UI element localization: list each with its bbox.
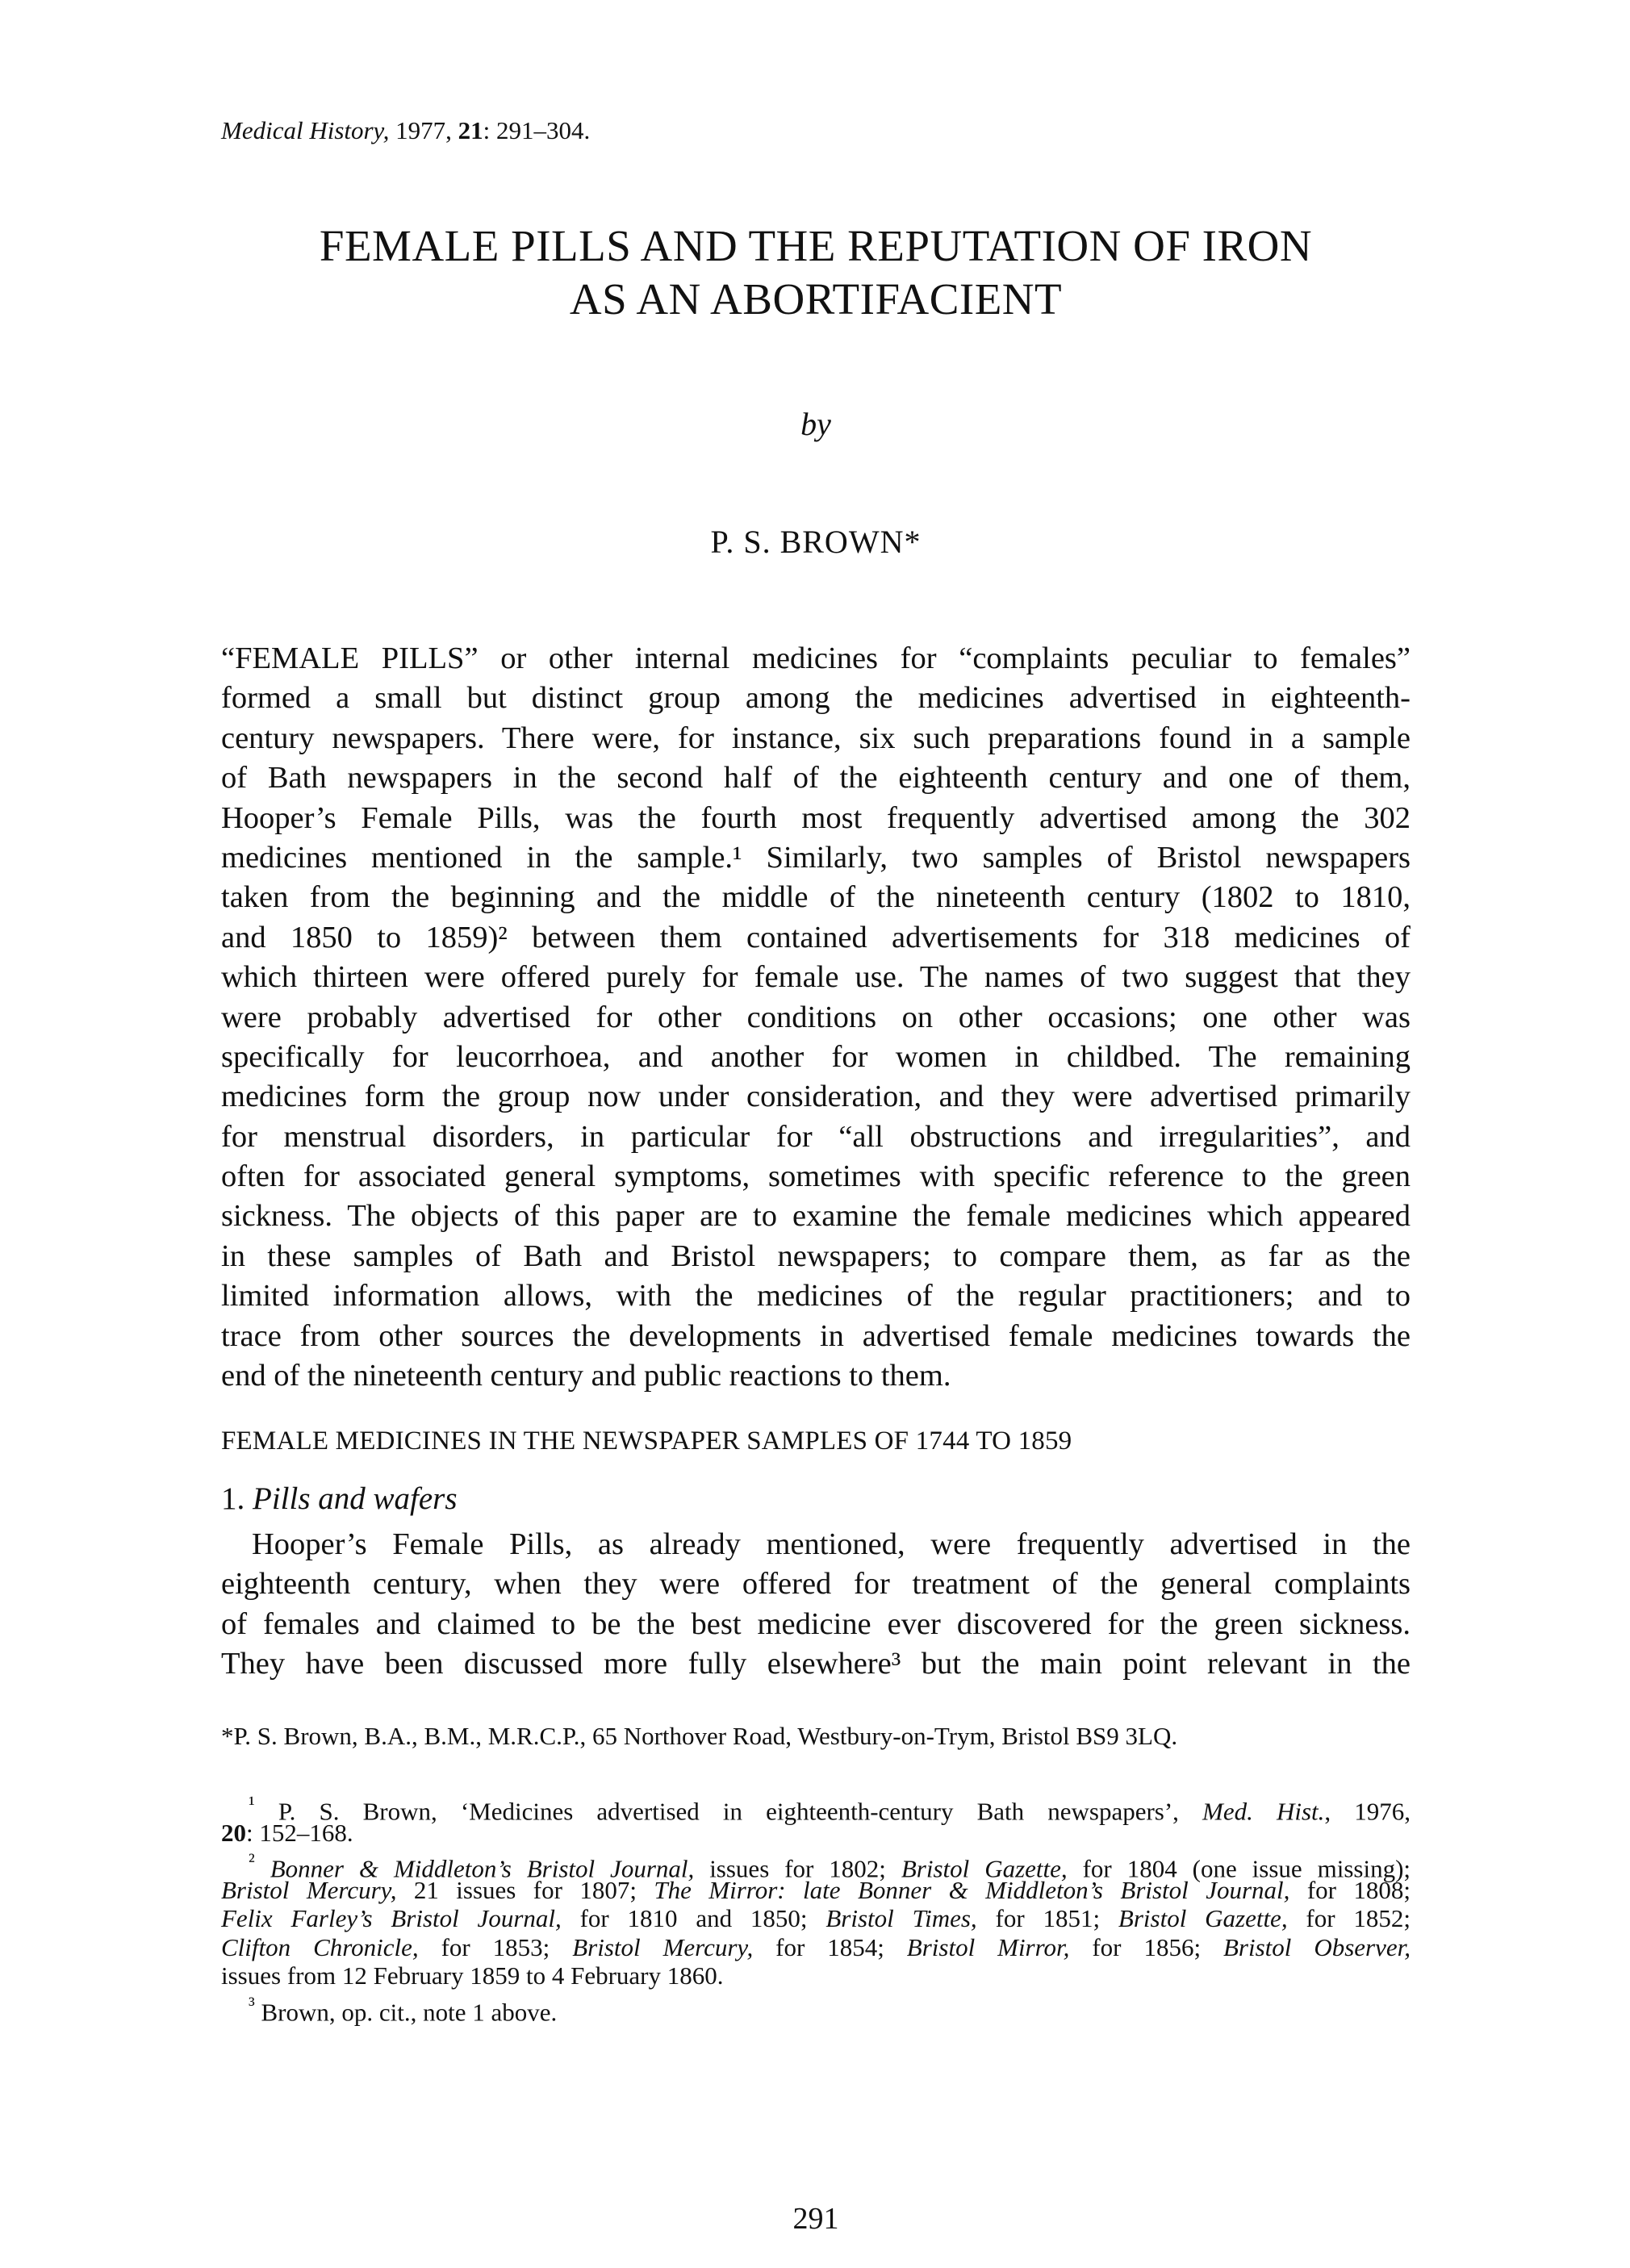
footnote-2-line: $^{^2}$ Bonner & Middleton’s Bristol Journal, issues for 1802; Bristol Gazette, for 1804 (one issue missing);: [249, 1849, 1411, 1883]
footnotes: [221, 1790, 1411, 2026]
footnote-2-line: issues from 12 February 1859 to 4 February 1860.: [221, 1961, 724, 1990]
drop-word-quote: “F: [221, 641, 253, 675]
paragraph-line: specifically for leucorrhoea, and another for women in childbed. The remaining: [221, 1039, 1411, 1074]
paragraph-line: of Bath newspapers in the second half of the eighteenth century and one of them,: [221, 761, 1411, 796]
paragraph-line: [221, 639, 1411, 679]
article-title-line-2: AS AN ABORTIFACIENT: [569, 274, 1063, 324]
paragraph-line: of females and claimed to be the best medicine ever discovered for the green sickness.: [221, 1606, 1411, 1641]
section-heading: FEMALE MEDICINES IN THE NEWSPAPER SAMPLES OF 1744 TO 1859: [221, 1426, 1072, 1456]
subsection-title: Pills and wafers: [253, 1481, 458, 1516]
paragraph-line: limited information allows, with the medicines of the regular practitioners; and to: [221, 1279, 1411, 1314]
paragraph-line: which thirteen were offered purely for female use. The names of two suggest that they: [221, 960, 1411, 995]
byline-by: by: [800, 406, 831, 442]
paragraph-line: Hooper’s Female Pills, was the fourth most frequently advertised among the 302: [221, 800, 1411, 835]
paragraph-line: and 1850 to 1859)² between them contained advertisements for 318 medicines of: [221, 920, 1411, 954]
paragraph-line: medicines form the group now under consideration, and they were advertised primarily: [221, 1080, 1411, 1114]
footnote-1-line: $^{^1}$ P. S. Brown, ‘Medicines advertised in eighteenth-century Bath newspapers’, Med. Hist., 1976,: [249, 1792, 1411, 1826]
paragraph-line: sickness. The objects of this paper are to examine the female medicines which appeared: [221, 1199, 1411, 1234]
article-title: [221, 219, 1411, 326]
paragraph-line: trace from other sources the developments in advertised female medicines towards the: [221, 1318, 1411, 1353]
page-number: 291: [792, 2202, 839, 2236]
author-name: P. S. BROWN*: [710, 524, 922, 560]
footnote-1-line: 20: 152–168.: [221, 1818, 353, 1847]
journal-year: 1977,: [389, 116, 458, 144]
paragraph-pills: [221, 1525, 1411, 1685]
paragraph-line: often for associated general symptoms, sometimes with specific reference to the green: [221, 1159, 1411, 1194]
paragraph-line: century newspapers. There were, for instance, six such preparations found in a sample: [221, 720, 1411, 755]
article-title-line-1: FEMALE PILLS AND THE REPUTATION OF IRON: [319, 221, 1313, 270]
first-line-rest: ” or other internal medicines for “complaints peculiar to females”: [464, 641, 1411, 675]
journal-pages: : 291–304.: [483, 116, 591, 144]
paragraph-line: eighteenth century, when they were offered for treatment of the general complaints: [221, 1567, 1411, 1602]
subsection-number: 1.: [221, 1481, 253, 1516]
author-affiliation: *P. S. Brown, B.A., B.M., M.R.C.P., 65 Northover Road, Westbury-on-Trym, Bristol BS9 3LQ.: [221, 1722, 1178, 1750]
footnote-3-line: $^{^3}$ Brown, op. cit., note 1 above.: [249, 1992, 558, 2026]
footnote-mark: ²: [249, 1849, 255, 1873]
paragraph-line: were probably advertised for other conditions on other occasions; one other was: [221, 1000, 1411, 1034]
paragraph-line: They have been discussed more fully elsewhere³ but the main point relevant in the: [221, 1647, 1411, 1681]
drop-word-smallcaps: EMALE PILLS: [252, 641, 465, 675]
footnote-mark: ¹: [249, 1792, 255, 1815]
journal-volume: 21: [458, 116, 483, 144]
paragraph-line: end of the nineteenth century and public reactions to them.: [221, 1359, 951, 1393]
subsection-heading: [221, 1481, 458, 1517]
paragraph-line: for menstrual disorders, in particular for “all obstructions and irregularities”, and: [221, 1119, 1411, 1154]
journal-name: Medical History,: [221, 116, 390, 144]
footnote-2-line: Clifton Chronicle, for 1853; Bristol Mercury, for 1854; Bristol Mirror, for 1856; Bristol Observer,: [221, 1932, 1411, 1961]
footnote-2-line: Bristol Mercury, 21 issues for 1807; The Mirror: late Bonner & Middleton’s Bristol Journal, for 1808;: [221, 1875, 1411, 1904]
paragraph-intro: [221, 639, 1411, 1396]
footnote-mark: ³: [249, 1992, 255, 2016]
paragraph-line: formed a small but distinct group among the medicines advertised in eighteenth-: [221, 681, 1411, 716]
paragraph-line: in these samples of Bath and Bristol newspapers; to compare them, as far as the: [221, 1238, 1411, 1273]
running-head: [221, 118, 590, 143]
footnote-2-line: Felix Farley’s Bristol Journal, for 1810 and 1850; Bristol Times, for 1851; Bristol Gazette, for 1852;: [221, 1904, 1411, 1932]
paragraph-line: medicines mentioned in the sample.¹ Similarly, two samples of Bristol newspapers: [221, 840, 1411, 875]
paragraph-line: Hooper’s Female Pills, as already mentioned, were frequently advertised in the: [252, 1527, 1411, 1561]
paragraph-line: taken from the beginning and the middle of the nineteenth century (1802 to 1810,: [221, 880, 1411, 915]
